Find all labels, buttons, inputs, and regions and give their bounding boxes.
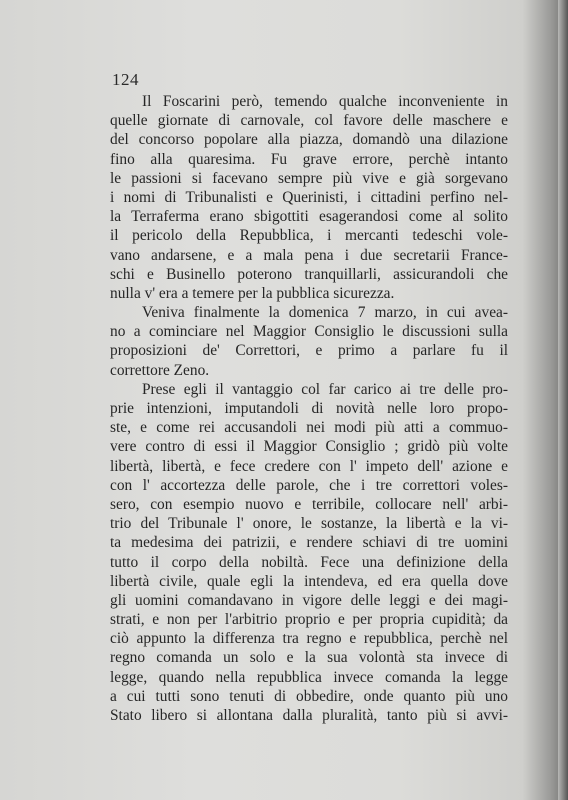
text-line: strati, e non per l'arbitrio proprio e per propria cupidità; da bbox=[110, 611, 508, 629]
text-line: prie intenzioni, imputandoli di novità nelle loro propo- bbox=[110, 400, 508, 417]
text-line: tutto il corpo della nobiltà. Fece una definizione della bbox=[110, 553, 508, 571]
text-line: ste, e come rei accusandoli nei modi più atti a commuo- bbox=[110, 419, 508, 437]
text-line: Il Foscarini però, temendo qualche inconveniente in bbox=[142, 93, 508, 110]
text-line: con l' accortezza delle parole, che i tre correttori voles- bbox=[110, 476, 508, 494]
text-line: i nomi di Tribunalisti e Querinisti, i cittadini perfino nel- bbox=[110, 188, 508, 206]
body-text bbox=[110, 92, 508, 725]
page-number: 124 bbox=[112, 70, 139, 89]
text-line: del concorso popolare alla piazza, domandò una dilazione bbox=[110, 131, 508, 149]
text-line: a cui tutti sono tenuti di obbedire, onde quanto più uno bbox=[110, 687, 508, 705]
text-line: Prese egli il vantaggio col far carico ai tre delle pro- bbox=[142, 380, 508, 398]
text-line: ta medesima dei patrizii, e rendere schiavi di tre uomini bbox=[110, 534, 508, 552]
text-line: le passioni si facevano sempre più vive e già sorgevano bbox=[110, 169, 508, 187]
text-line: libertà civile, quale egli la intendeva, ed era quella dove bbox=[110, 572, 508, 590]
text-line: schi e Businello poterono tranquillarli, assicurandoli che bbox=[110, 265, 508, 283]
text-line: vano andarsene, e a mala pena i due secretarii France- bbox=[110, 246, 508, 264]
text-line: Veniva finalmente la domenica 7 marzo, in cui avea- bbox=[142, 304, 508, 322]
text-line: sero, con esempio nuovo e terribile, collocare nell' arbi- bbox=[110, 495, 508, 513]
text-line: ciò appunto la differenza tra regno e repubblica, perchè nel bbox=[110, 630, 508, 648]
text-line: correttore Zeno. bbox=[110, 361, 210, 379]
page-spine-shadow bbox=[558, 0, 568, 800]
text-line: nulla v' era a temere per la pubblica sicurezza. bbox=[110, 284, 395, 302]
text-line: vere contro di essi il Maggior Consiglio ; gridò più volte bbox=[110, 438, 508, 456]
text-line: Stato libero si allontana dalla pluralità, tanto più si avvi- bbox=[110, 707, 508, 724]
text-line: fino alla quaresima. Fu grave errore, perchè intanto bbox=[110, 150, 508, 168]
text-line: regno comanda un solo e la sua volontà sta invece di bbox=[110, 649, 508, 667]
text-line: legge, quando nella repubblica invece comanda la legge bbox=[110, 668, 508, 686]
text-line: no a cominciare nel Maggior Consiglio le discussioni sulla bbox=[110, 323, 508, 341]
text-line: trio del Tribunale l' onore, le sostanze, la libertà e la vi- bbox=[110, 515, 508, 533]
text-line: la Terraferma erano sbigottiti esagerandosi come al solito bbox=[110, 208, 508, 226]
text-line: gli uomini comandavano in vigore delle leggi e dei magi- bbox=[110, 591, 508, 609]
text-line: libertà, libertà, e fece credere con l' impeto dell' azione e bbox=[110, 457, 508, 475]
text-line: il pericolo della Repubblica, i mercanti tedeschi vole- bbox=[110, 227, 508, 245]
text-line: proposizioni de' Correttori, e primo a parlare fu il bbox=[110, 342, 508, 360]
text-line: quelle giornate di carnovale, col favore delle maschere e bbox=[110, 112, 508, 130]
